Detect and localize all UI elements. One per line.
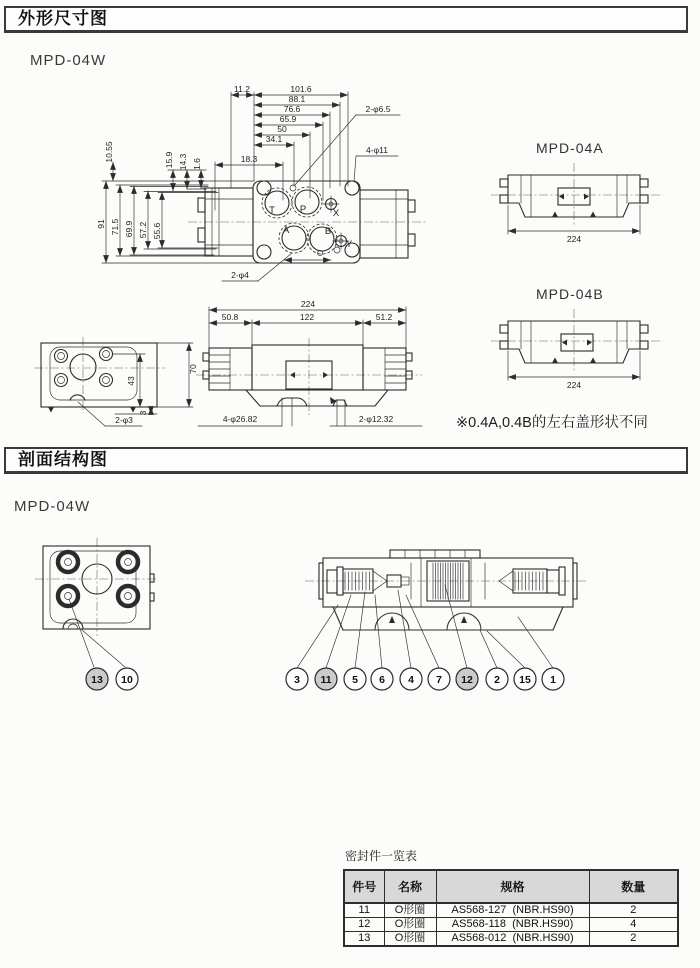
table-row [344,903,678,918]
svg-text:6: 6 [379,674,385,686]
callout-4 [400,668,422,690]
callout-13 [86,668,108,690]
dim-label: 91 [96,219,106,229]
svg-text:15: 15 [519,674,531,686]
cell-qty: 2 [589,903,678,918]
cell-part-no: 11 [344,903,384,918]
port-label-y: Y [345,239,353,250]
dim-label: 71.5 [110,218,120,236]
dim-label: 88.1 [288,94,306,104]
callout-15 [514,668,536,690]
svg-text:7: 7 [436,674,442,686]
cell-qty: 4 [589,918,678,932]
dim-label: 15.9 [164,151,174,169]
dim-label: 50.8 [221,312,239,322]
cell-spec: AS568-012 (NBR.HS90) [436,932,589,947]
port-label-x: X [332,208,340,219]
table-row [344,932,678,947]
dim-label: 34.1 [265,134,283,144]
seal-parts-section [343,847,679,947]
svg-text:13: 13 [91,674,103,686]
dim-label: 11.2 [234,84,250,94]
cross-section-drawing [275,535,590,697]
callout-3 [286,668,308,690]
dim-label: 122 [299,312,315,322]
callout-6 [371,668,393,690]
cell-qty: 2 [589,932,678,947]
dim-label: 51.2 [375,312,393,322]
seal-table-title: 密封件一览表 [345,849,418,863]
dim-label: 43 [126,376,136,386]
callout-5 [344,668,366,690]
port-label-a: A [282,225,290,236]
callout-10 [116,668,138,690]
dim-label: 55.6 [152,222,162,240]
svg-text:12: 12 [461,674,473,686]
dim-label: 65.9 [279,114,297,124]
port-label-t: T [269,205,275,216]
dim-label: 3 [138,410,148,416]
svg-text:5: 5 [352,674,358,686]
hole-label-right: 2-φ12.32 [358,414,394,424]
svg-text:3: 3 [294,674,300,686]
valve-body-side-view [203,345,412,406]
view-b-drawing [487,301,667,393]
model-label-section: MPD-04W [14,498,91,515]
flange-face-drawing [30,333,205,438]
table-header-row [344,870,678,903]
dim-label: 101.6 [290,84,312,94]
dim-label: 10.55 [104,141,114,163]
section-header-structure: 剖面结构图 [4,447,688,474]
callout-leaders [297,585,553,668]
dim-label: 1.6 [192,158,202,170]
col-header-qty: 数量 [589,870,678,903]
svg-text:4: 4 [408,674,414,686]
col-header-part-no: 件号 [344,870,384,903]
bottom-side-drawing [192,293,454,433]
col-header-name: 名称 [384,870,436,903]
dim-label: 69.9 [124,220,134,238]
dim-label: 70 [188,364,198,374]
shape-difference-note: ※0.4A,0.4B的左右盖形状不同 [456,415,648,431]
view-a-drawing [487,155,667,247]
cell-spec: AS568-118 (NBR.HS90) [436,918,589,932]
callout-11 [315,668,337,690]
view-a-label: MPD-04A [536,140,604,156]
cell-name: O形圈 [384,903,436,918]
cell-name: O形圈 [384,918,436,932]
hole-label-top: 2-φ6.5 [365,104,391,114]
callout-1 [542,668,564,690]
table-row [344,918,678,932]
cell-part-no: 13 [344,932,384,947]
dim-label: 50 [277,124,287,134]
dim-label: 224 [300,299,316,309]
section-flange-drawing [30,533,230,698]
valve-body-top-view [188,181,426,263]
section-body [319,550,577,630]
dim-label: 14.3 [178,153,188,171]
hole-label-left: 4-φ26.82 [222,414,258,424]
view-b-label: MPD-04B [536,286,604,302]
hole-label-bottom: 2-φ4 [231,270,249,280]
left-dimension-chain [102,162,260,263]
dim-label-width-b: 224 [566,380,582,390]
section-header-dimensions: 外形尺寸图 [4,6,688,33]
svg-text:11: 11 [320,674,332,686]
callout-7 [428,668,450,690]
dim-label-width-a: 224 [566,234,582,244]
callout-2 [486,668,508,690]
model-label-main: MPD-04W [30,52,107,69]
callout-12 [456,668,478,690]
port-label-b: B [324,226,332,237]
col-header-spec: 规格 [436,870,589,903]
seal-parts-table [343,869,679,947]
svg-text:10: 10 [121,674,133,686]
dim-label: 76.6 [283,104,301,114]
cell-part-no: 12 [344,918,384,932]
svg-text:1: 1 [550,674,556,686]
cell-spec: AS568-127 (NBR.HS90) [436,903,589,918]
main-dimension-drawing [88,58,448,298]
dim-label: 18.3 [240,154,258,164]
dim-label: 57.2 [138,221,148,239]
cell-name: O形圈 [384,932,436,947]
hole-label-2phi3: 2-φ3 [115,415,133,425]
hole-label-corner: 4-φ11 [366,145,388,155]
port-label-p: P [299,204,307,215]
svg-text:2: 2 [494,674,500,686]
